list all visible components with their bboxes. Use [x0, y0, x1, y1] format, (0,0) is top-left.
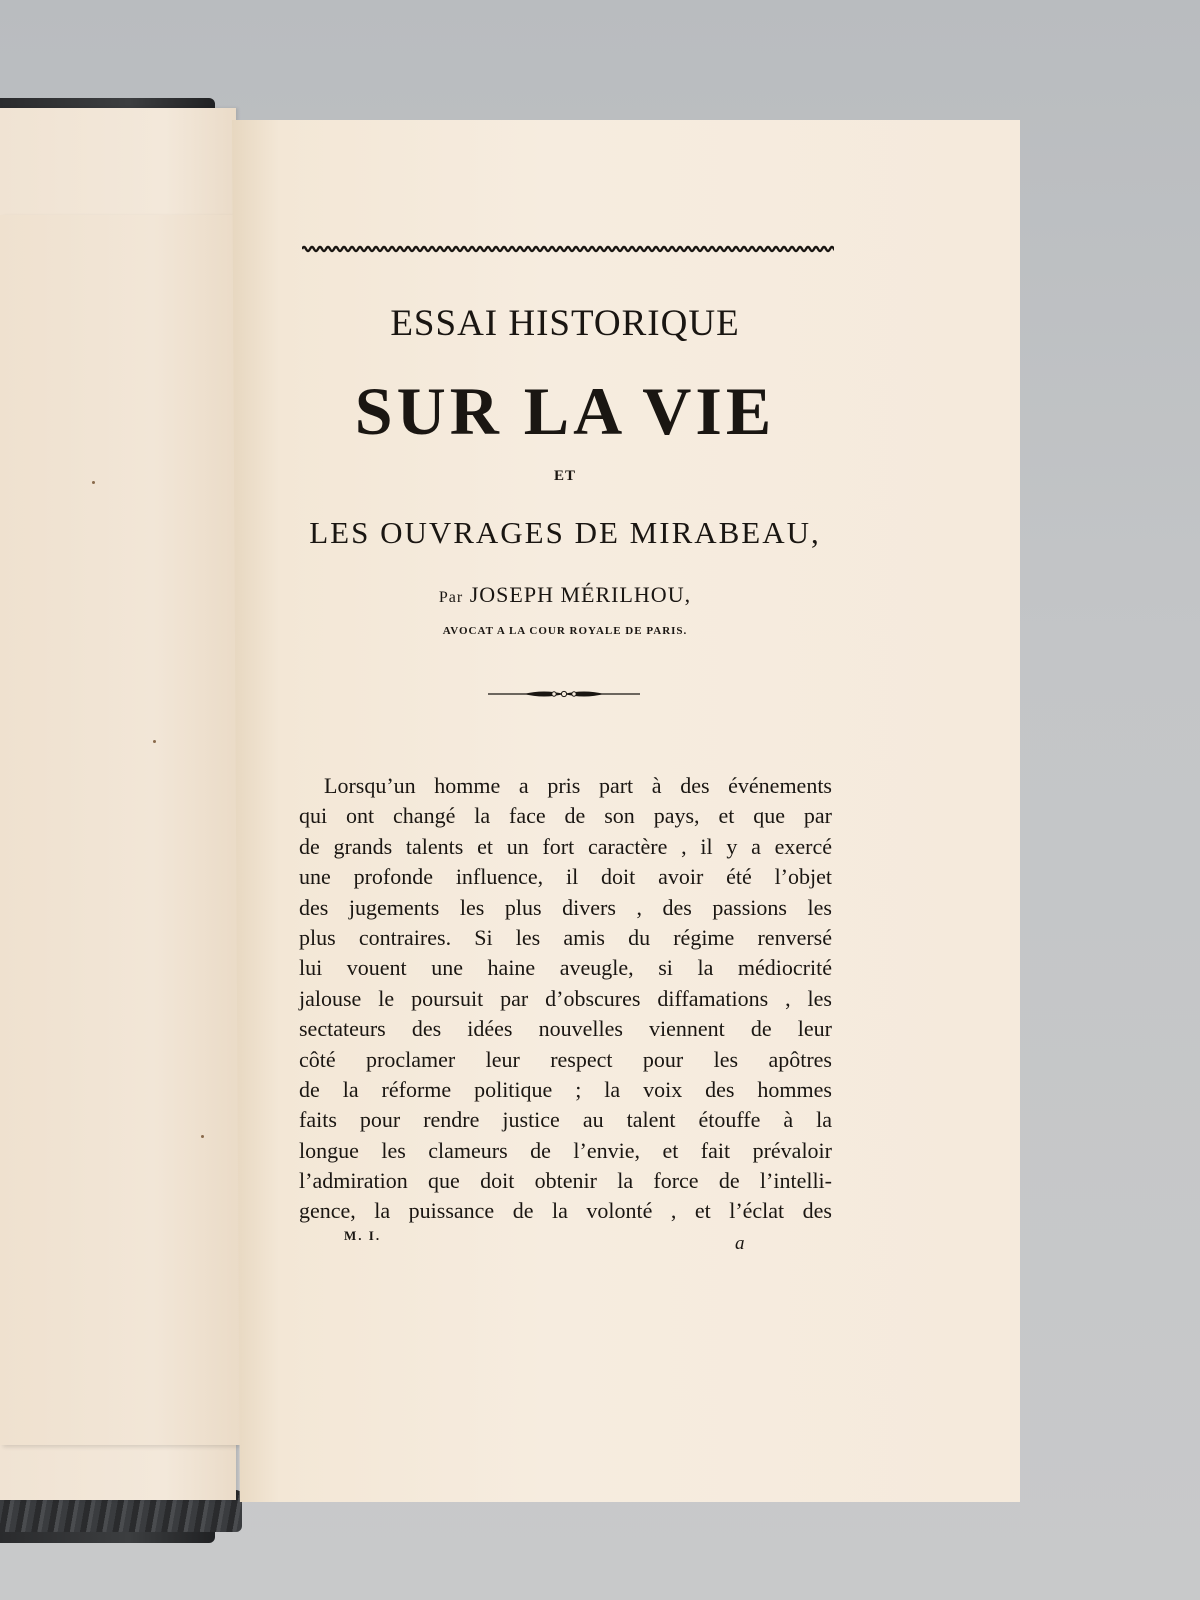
- text-line: qui ont changé la face de son pays, et que par: [299, 803, 832, 829]
- text-line: gence, la puissance de la volonté , et l’éclat des: [299, 1198, 832, 1224]
- text-line: faits pour rendre justice au talent étouffe à la: [299, 1107, 832, 1133]
- foxing-spot: [201, 1135, 204, 1138]
- text-line: l’admiration que doit obtenir la force de l’intelli-: [299, 1168, 832, 1194]
- text-line: de la réforme politique ; la voix des hommes: [299, 1076, 832, 1102]
- signature-mark: M. I.: [344, 1228, 382, 1243]
- text-line: lui vouent une haine aveugle, si la médiocrité: [299, 955, 832, 981]
- foxing-spot: [92, 481, 95, 484]
- gathering-mark: a: [735, 1233, 745, 1254]
- text-line: sectateurs des idées nouvelles viennent de leur: [299, 1016, 832, 1042]
- text-line: plus contraires. Si les amis du régime renversé: [299, 924, 832, 950]
- text-line: de grands talents et un fort caractère , il y a exercé: [299, 833, 832, 859]
- title-line-4: LES OUVRAGES DE MIRABEAU,: [309, 515, 821, 550]
- author-prefix: Par: [438, 589, 464, 606]
- author-line: [260, 582, 870, 608]
- center-ornament: [488, 686, 640, 702]
- left-page-leaf: [0, 215, 256, 1445]
- foxing-spot: [153, 740, 156, 743]
- title-line-2: SUR LA VIE: [354, 373, 776, 449]
- text-line: une profonde influence, il doit avoir été l’objet: [299, 864, 832, 890]
- body-paragraph: [299, 771, 832, 1227]
- text-line: Lorsqu’un homme a pris part à des événements: [324, 773, 832, 798]
- text-line: côté proclamer leur respect pour les apôtres: [299, 1046, 832, 1072]
- wavy-rule-ornament: [302, 243, 834, 255]
- title-line-3: ET: [553, 468, 576, 484]
- text-line: jalouse le poursuit par d’obscures diffamations , les: [299, 985, 832, 1011]
- text-line: des jugements les plus divers , des passions les: [299, 894, 832, 920]
- text-line: longue les clameurs de l’envie, et fait prévaloir: [299, 1137, 832, 1163]
- author-title: AVOCAT A LA COUR ROYALE DE PARIS.: [442, 625, 688, 637]
- title-line-1: ESSAI HISTORIQUE: [390, 303, 740, 344]
- author-name: JOSEPH MÉRILHOU,: [469, 582, 692, 607]
